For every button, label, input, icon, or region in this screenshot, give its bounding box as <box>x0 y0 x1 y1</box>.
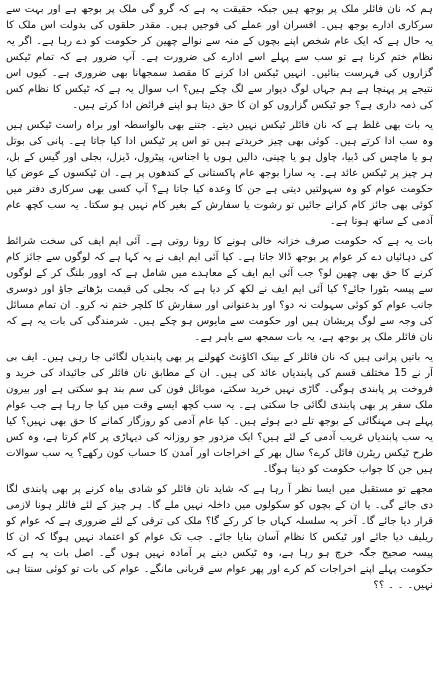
article-paragraph: یہ بات بھی غلط ہے کہ نان فائلر ٹیکس نہیں دیتے۔ جتنے بھی بالواسطہ اور براہ راست ٹیکس ہیں وہ سب ادا کرتے ہیں۔ کوئی بھی چیز خریدتے ہیں تو اس پر ٹیکس ادا کیا جاتا ہے۔ پانی کی بوتل ہو یا ماچس کی ڈبیا، چاول ہو یا چینی، دالیں ہوں یا اجناس، پیٹرول، ڈیزل، بجلی اور گیس کے بل، ہر چیز پر ٹیکس عائد ہے۔ یہ سارا بوجھ عام پاکستانی کے کندھوں پر ہے۔ ان ٹیکسوں کے عوض کیا حکومت عوام کو وہ سہولتیں دیتی ہے جن کا وعدہ کیا جاتا ہے؟ آپ کسی بھی سرکاری دفتر میں کوئی بھی جائز کام کرانے جائیں تو رشوت یا سفارش کے بغیر کام نہیں ہو سکتا۔ یہ سب کچھ عام آدمی کے ساتھ ہوتا ہے۔ <box>6 120 433 227</box>
article-paragraph: یہ باتیں پرانی ہیں کہ نان فائلر کے بینک اکاؤنٹ کھولنے پر بھی پابندیاں لگائی جا رہی ہیں۔ ایف بی آر نے 15 مختلف قسم کی پابندیاں عائد کی ہیں۔ ان کے مطابق نان فائلر کی جائیداد کی خرید و فروخت پر پابندی ہوگی۔ گاڑی نہیں خرید سکتے، موبائل فون کی سم بند ہو سکتی ہے اور بیرون ملک سفر پر بھی پابندی لگائی جا سکتی ہے۔ یہ سب کچھ ایسے وقت میں کیا جا رہا ہے جب عوام پہلے ہی مہنگائی کے بوجھ تلے دبے ہوئے ہیں۔ کیا عام آدمی کو روزگار کمانے کا حق بھی نہیں؟ کیا یہ سب پابندیاں غریب آدمی کے لئے ہیں؟ ایک مزدور جو روزانہ کی دیہاڑی پر کام کرتا ہے، وہ کس طرح ٹیکس ریٹرن فائل کرے؟ سال بھر کے اخراجات اور آمدن کا حساب کون رکھے؟ یہ سب سوالات ہیں جن کا جواب حکومت کو دینا ہوگا۔ <box>6 352 433 475</box>
article-page <box>6 2 433 672</box>
article-paragraph: ہم کہ نان فائلر ملک پر بوجھ ہیں جبکہ حقیقت یہ ہے کہ گرو گی ملک پر بوجھ ہے اور بہت سے سرکاری ادارے بوجھ ہیں۔ افسران اور عملے کی فوجیں ہیں۔ مقدر حلقوں کی بدولت اس ملک کا یہ حال ہے کہ ایک عام شخص اپنے بچوں کے منہ سے نوالے چھین کر حکومت کو دے رہا ہے۔ اگر یہ نظام ختم کرنا ہے تو سب سے پہلے اسے ادارے کی ضرورت ہے۔ آپ ضرور ہے کہ تمام ٹیکس گزاروں کی فہرست بنائیں۔ انہیں ٹیکس ادا کرنے کا مقصد سمجھانا بھی ضروری ہے۔ کیوں اس نتیجے پر پہنچا ہے ہم جہاں لوگ دیوار سے لگ چکے ہیں؟ اب سوال یہ ہے کہ ٹیکس کا نظام کس کی ذمہ داری ہے؟ جو ٹیکس گزاروں کو ان کا حق دیتا ہو اپنے فرائض ادا کرتے ہیں۔ <box>6 4 433 111</box>
article-paragraph: بات یہ ہے کہ حکومت صرف خزانہ خالی ہونے کا رونا روتی ہے۔ آئی ایم ایف کی سخت شرائط کی دہائیاں دے کر عوام پر بوجھ ڈالا جاتا ہے۔ کیا آئی ایم ایف نے یہ کہا ہے کہ لوگوں سے جائز کام کرنے کا حق بھی چھین لو؟ جب آئی ایم ایف کے معاہدے میں شامل ہے کہ اوور بلنگ کر کے لوگوں سے پیسہ بٹورا جائے؟ کیا آئی ایم ایف نے لکھ کر دیا ہے کہ بجلی کی قیمت بڑھاتے جاؤ اور دوسری جانب عوام کو کوئی سہولت نہ دو؟ اور بدعنوانی اور سفارش کا کلچر ختم نہ کرو۔ ان تمام مسائل کی وجہ سے لوگ پریشان ہیں اور حکومت سے مایوس ہو چکے ہیں۔ شرمندگی کی بات یہ ہے کہ نان فائلر ملک پر بوجھ ہے، یہ بات سمجھ سے باہر ہے۔ <box>6 236 433 343</box>
article-paragraph: مجھے تو مستقبل میں ایسا نظر آ رہا ہے کہ شاید نان فائلر کو شادی بیاہ کرنے پر بھی پابندی لگا دی جائے گی۔ یا ان کے بچوں کو سکولوں میں داخلہ نہیں ملے گا۔ ہر چیز کے لئے فائلر ہونا لازمی قرار دیا جائے گا۔ آخر یہ سلسلہ کہاں جا کر رکے گا؟ ملک کی ترقی کے لئے ضروری ہے کہ عوام کو ریلیف دیا جائے اور ٹیکس کا نظام آسان بنایا جائے۔ جب تک عوام کو اعتماد نہیں ہوگا کہ ان کا پیسہ صحیح جگہ خرچ ہو رہا ہے، وہ ٹیکس دینے پر آمادہ نہیں ہوں گے۔ اصل بات یہ ہے کہ حکومت پہلے اپنے اخراجات کم کرے اور پھر عوام سے قربانی مانگے۔ عوام کی بات تو کوئی سنتا ہی نہیں۔ ۔ ۔ ؟؟ <box>6 484 433 591</box>
